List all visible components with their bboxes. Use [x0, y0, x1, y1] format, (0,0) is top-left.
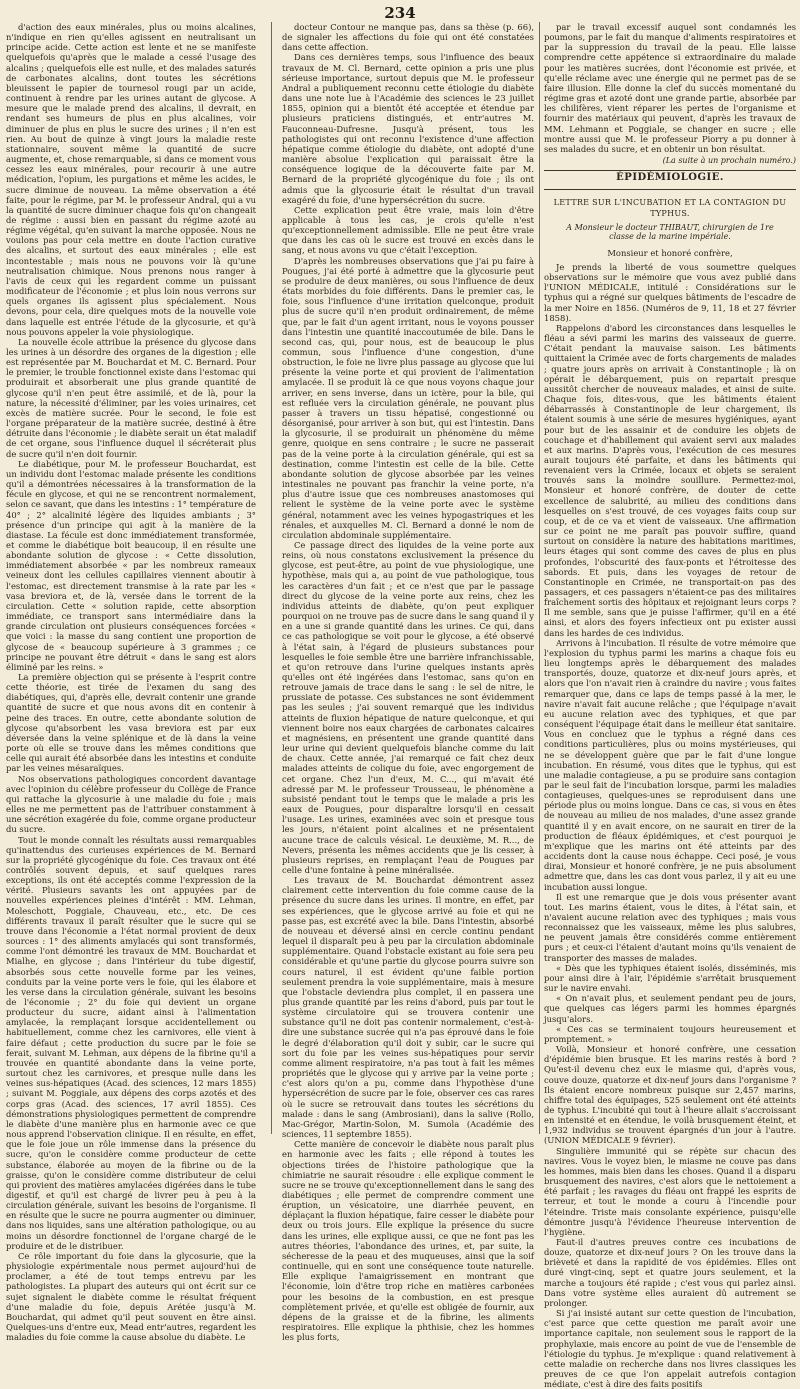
- paragraph: Ce passage direct des liquides de la veine porte aux reins, où nous constatons exclusivement la présence du glycose, est peut-être, au point de vue physiologique, une hypothèse, mais qui a, au point de vue pathologique, tous les caractères d'un fait ; et ce n'est que par le passage direct du glycose de la veine porte aux reins, chez les individus atteints de diabète, qu'on peut expliquer pourquoi on ne trouve pas de sucre dans le sang quand il y en a une si grande quantité dans les urines. Ce qui, dans ce cas pathologique se voit pour le glycose, a été observé à l'état sain, à l'égard de plusieurs substances pour lesquelles le foie semble être une barrière infranchissable, et qu'on retrouve dans l'urine quelques instants après qu'elles ont été ingérées dans l'estomac, sans qu'on en retrouve jamais de trace dans le sang : le sel de nitre, le prussiate de potasse. Ces substances ne sont évidemment pas les seules ; j'ai souvent remarqué que les individus atteints de fluxion hépatique de nature quelconque, et qui viennent boire nos eaux chargées de carbonates calcaires et magnésiens, en présentent une grande quantité dans leur urine qui devient quelquefois blanche comme du lait de chaux. Cette année, j'ai remarqué ce fait chez deux malades atteints de colique du foie, avec engorgement de cet organe. Chez l'un d'eux, M. C..., qui m'avait été adressé par M. le professeur Trousseau, le phénomène a subsisté pendant tout le temps que le malade a pris les eaux de Pougues, pour disparaître lorsqu'il en cessait l'usage. Les urines, examinées avec soin et presque tous les jours, n'étaient point alcalines et ne présentaient aucune trace de calculs vésical. Le deuxième, M. R..., de Nevers, présenta les mêmes accidents que je lis cesser, à plusieurs reprises, en remplaçant l'eau de Pougues par celle d'une fontaine à peine minéralisée.: [282, 539, 534, 875]
- paragraph: docteur Contour ne manque pas, dans sa thèse (p. 66), de signaler les affections du foie qui ont été constatées dans cette affection.: [282, 22, 534, 53]
- section-rule: [544, 189, 796, 190]
- paragraph: Si j'ai insisté autant sur cette question de l'incubation, c'est parce que cette question me paraît avoir une importance capitale, non seulement sous le rapport de la prophylaxie, mais encore au point de vue de l'ensemble de l'étiologie du typhus. Je m'explique : quand relativement à cette maladie on recherche dans nos livres classiques les preuves de ce que l'on appelait autrefois contagion médiate, c'est à dire des faits positifs: [544, 1308, 796, 1389]
- paragraph: Les travaux de M. Bouchardat démontrent assez clairement cette intervention du foie comme cause de la présence du sucre dans les urines. Il montre, en effet, par ses expériences, que le glycose arrivé au foie et qui ne passe pas, est excrété avec la bile. Dans l'intestin, absorbé de nouveau et déversé ainsi en cercle continu pendant lequel il disparaît peu à peu par la circulation abdominale supplémentaire. Quand l'obstacle existant au foie sera peu considérable et qu'une partie du glycose pourra suivre son cours naturel, il est évident qu'une faible portion seulement prendra la voie supplémentaire, mais à mesure que l'obstacle deviendra plus complet, il en passera une plus grande quantité par les reins d'abord, puis par tout le système circulatoire qui se trouvera contenir une substance qu'il ne doit pas contenir normalement, c'est-à-dire une substance sucrée qui n'a pas éprouvé dans le foie le degré d'élaboration qu'il doit y subir, car le sucre qui sort du foie par les veines sus-hépatiques pour servir comme aliment respiratoire, n'a pas tout à fait les mêmes propriétés que le glycose qui y arrive par la veine porte ; c'est alors qu'on a pu, comme dans l'hypothèse d'une hypersécrétion de sucre par le foie, observer ces cas rares où le sucre se retrouvait dans toutes les sécrétions du malade : dans le sang (Ambrosiani), dans la salive (Rollo, Mac-Grégor, Martin-Solon, M. Sumola (Académie des sciences, 11 septembre 1855).: [282, 875, 534, 1140]
- paragraph: Cette manière de concevoir le diabète nous paraît plus en harmonie avec les faits ; elle répond à toutes les objections tirées de l'histoire pathologique que la chimiatrie ne saurait résoudre : elle explique comment le sucre ne se trouve qu'exceptionnellement dans le sang des diabétiques ; elle permet de comprendre comment une éruption, un vésicatoire, une diarrhée peuvent, en déplaçant la fluxion hépatique, faire cesser le diabète pour deux ou trois jours. Elle explique la présence du sucre dans les urines, elle explique aussi, ce que ne font pas les autres théories, l'abondance des urines, et, par suite, la sécheresse de la peau et des muqueuses, ainsi que la soif continuelle, qui en sont une conséquence toute naturelle. Elle explique l'amaigrissement en montrant que l'économie, loin d'être trop riche en matières carbonées pour les besoins de la combustion, en est presque complètement privée, et qu'elle est obligée de fournir, aux dépens de la graisse et de la fibrine, les aliments respiratoires. Elle explique la phthisie, chez les hommes les plus forts,: [282, 1139, 534, 1343]
- article-title: LETTRE SUR L'INCUBATION ET LA CONTAGION DU TYPHUS.: [553, 198, 787, 218]
- paragraph: Arrivons à l'incubation. Il résulte de votre mémoire que l'explosion du typhus parmi les marins a chaque fois eu lieu longtemps après le débarquement des malades transportés, douze, quatorze et dix-neuf jours après, et alors que l'on n'avait rien à craindre du navire ; vous faites remarquer que, dans ce laps de temps passé à la mer, le navire n'avait fait aucune relâche ; que l'équipage n'avait eu aucune relation avec des typhiques, et que par conséquent l'équipage était dans le meilleur état sanitaire. Vous en concluez que le typhus a régné dans ces conditions particulières, plus ou moins mystérieuses, qui ne se développent guère que par le fait d'une longue incubation. En résumé, vous dites que le typhus, qui est une maladie contagieuse, a pu se produire sans contagion par le seul fait de l'incubation lorsque, parmi les maladies contagieuses, quelques-unes se reproduisent dans une période plus ou moins longue. Dans ce cas, si vous en êtes de nouveau au milieu de nos malades, d'une assez grande quantité il y en avait encore, on ne saurait en tirer de la production de fléaux épidémiques, et c'est pourquoi je m'explique que les marins ont été atteints par des accidents dont la cause nous échappe. Ceci posé, je vous dirai, Monsieur et honoré confrère, je ne puis absolument admettre que, dans les cas dont vous parlez, il y ait eu une incubation aussi longue.: [544, 637, 796, 892]
- paragraph: Nos observations pathologiques concordent davantage avec l'opinion du célèbre professeur du Collège de France qui rattache la glycosurie à une maladie du foie ; mais elles ne me permettent pas de l'attribuer constamment à une sécrétion exagérée du foie, comme organe producteur du sucre.: [6, 773, 256, 835]
- paragraph: Il est une remarque que je dois vous présenter avant tout. Les marins étaient, vous le dites, à l'état sain, et n'avaient aucune relation avec des typhiques ; mais vous reconnaissez que les vaisseaux, même les plus salubres, ne peuvent jamais être considérés comme entièrement purs ; et ceux-ci l'étaient d'autant moins qu'ils venaient de transporter des masses de malades.: [544, 891, 796, 963]
- paragraph: par le travail excessif auquel sont condamnés les poumons, par le fait du manque d'aliments respiratoires et par la suppression du travail de la peau. Elle laisse comprendre cette appétence si extraordinaire du malade pour les matières sucrées, dont l'économie est privée, et qu'elle réclame avec une énergie qui ne permet pas de se faire illusion. Elle donne la clef du succès momentané du régime gras et azoté dont une grande partie, absorbée par les chilifères, vient réparer les pertes de l'organisme et fournir des matériaux qui peuvent, d'après les travaux de MM. Lehmann et Poggiale, se changer en sucre ; elle montre aussi que M. le professeur Piorry a pu donner à ses malades du sucre, et en obtenir un bon résultat.: [544, 22, 796, 154]
- page-number: 234: [384, 4, 416, 22]
- paragraph: Voilà, Monsieur et honoré confrère, une cessation d'épidémie bien brusque. Et les marins restés à bord ? Qu'est-il devenu chez eux le miasme qui, d'après vous, couve douze, quatorze et dix-neuf jours dans l'organisme ? Ils étaient encore nombreux puisque sur 2,457 marins, chiffre total des équipages, 525 seulement ont été atteints de typhus. L'incubité qui tout à l'heure allait s'accroissant en intensité et en étendue, le voilà brusquement éteint, et 1,932 individus se trouvent épargnés d'un jour à l'autre. (UNION MÉDICALE 9 février).: [544, 1044, 796, 1146]
- column-left: [6, 22, 256, 1343]
- paragraph: « Dès que les typhiques étaient isolés, disséminés, mis pour ainsi dire à l'air, l'épidémie s'arrêtait brusquement sur le navire envahi.: [544, 962, 796, 994]
- paragraph: La première objection qui se présente à l'esprit contre cette théorie, est tirée de l'examen du sang des diabétiques, qui, d'après elle, devrait contenir une grande quantité de sucre et que nous avons dit en contenir à peine des traces. En outre, cette abondante solution de glycose qu'absorbent les vasa breviora est par eux déversée dans la veine splénique et de là dans la veine porte où elle se trouve dans les mêmes conditions que celle qui aurait été absorbée dans les intestins et conduite par les veines mésaraïques.: [6, 672, 256, 774]
- paragraph: Tout le monde connaît les résultats aussi remarquables qu'inattendus des curieuses expériences de M. Bernard sur la propriété glycogénique du foie. Ces travaux ont été contrôlés souvent depuis, et sauf quelques rares exceptions, ils ont été acceptés comme l'expression de la vérité. Plusieurs savants les ont appuyées par de nouvelles expériences pleines d'intérêt : MM. Lehman, Moleschott, Poggiale, Chauveau, etc., etc. De ces différents travaux il paraît résulter que le sucre qui se trouve dans l'économie a l'état normal provient de deux sources : 1° des aliments amylacés qui sont transformés, comme l'ont démontré les travaux de MM. Bouchardat et Mialhe, en glycose ; dans l'intérieur du tube digestif, absorbés sous cette nouvelle forme par les veines, conduits par la veine porte vers le foie, qui les élabore et les verse dans la circulation générale, suivant les besoins de l'économie ; 2° du foie qui devient un organe producteur du sucre, aidant ainsi à l'alimentation amylacée, la remplaçant lorsque accidentellement ou habituellement, comme chez les carnivores, elle vient à faire défaut ; cette production du sucre par le foie se ferait, suivant M. Lehman, aux dépens de la fibrine qu'il a trouvée en quantité abondante dans la veine porte, surtout chez les carnivores, et presque nulle dans les veines sus-hépatiques (Acad. des sciences, 12 mars 1855) ; suivant M. Poggiale, aux dépens des corps azotés et des corps gras (Acad. des sciences, 17 avril 1855). Ces démonstrations physiologiques permettent de comprendre le diabète d'une manière plus en harmonie avec ce que nous apprend l'observation clinique. Il en résulte, en effet, que le foie joue un rôle immense dans la présence du sucre, qu'on le considère comme producteur de cette substance, élaborée au moyen de la fibrine ou de la graisse, qu'on le considère comme distributeur de celui qui provient des matières amylacées digérées dans le tube digestif, et qu'il est chargé de livrer peu à peu à la circulation générale, suivant les besoins de l'organisme. Il en résulte que le sucre ne pourra augmenter ou diminuer, dans nos liquides, sans une altération pathologique, ou au moins un désordre fonctionnel de l'organe chargé de le produire et de le distribuer.: [6, 834, 256, 1251]
- section-title: ÉPIDÉMIOLOGIE.: [616, 172, 724, 184]
- column-right: [544, 22, 796, 1389]
- paragraph: Ce rôle important du foie dans la glycosurie, que la physiologie expérimentale nous permet aujourd'hui de proclamer, a été de tout temps entrevu par les pathologistes. La plupart des auteurs qui ont écrit sur ce sujet signalent le diabète comme le résultat fréquent d'une maladie du foie, depuis Arétée jusqu'à M. Bouchardat, qui admet qu'il peut souvent en être ainsi. Quelques-uns d'entre eux, Mead entr'autres, regardent les maladies du foie comme la cause absolue du diabète. Le: [6, 1250, 256, 1343]
- paragraph: D'après les nombreuses observations que j'ai pu faire à Pougues, j'ai été porté à admettre que la glycosurie peut se produire de deux manières, ou sous l'influence de deux états morbides du foie différents. Dans le premier cas, le foie, sous l'influence d'une irritation quelconque, produit plus de sucre qu'il n'en produit ordinairement, de même que, par le fait d'un agent irritant, nous le voyons pousser dans l'intestin une quantité inaccoutumée de bile. Dans le second cas, qui, pour nous, est de beaucoup le plus commun, sous l'influence d'une congestion, d'une obstruction, le foie ne livre plus passage au glycose que lui présente la veine porte et qui provient de l'alimentation amylacée. Il se produit là ce que nous voyons chaque jour arriver, en sens inverse, dans un ictère, pour la bile, qui est refluée vers la circulation générale, ne pouvant plus passer à travers un tissu hépatisé, congestionné ou désorganisé, pour arriver à son but, qui est l'intestin. Dans la glycosurie, il se produirait un phénomène du même genre, quoique en sens contraire ; le sucre ne passerait pas de la veine porte à la circulation générale, qui est sa destination, comme l'intestin est celle de la bile. Cette abondante solution de glycose absorbée par les veines intestinales ne pouvant pas franchir la veine porte, n'a plus d'autre issue que ces nombreuses anastomoses qui relient le système de la veine porte avec le système général, notamment avec les veines hypogastriques et les rénales, et auxquelles M. Cl. Bernard a donné le nom de circulation abdominale supplémentaire.: [282, 255, 534, 540]
- paragraph: Faut-il d'autres preuves contre ces incubations de douze, quatorze et dix-neuf jours ? On les trouve dans la brièveté et dans la rapidité de vos épidémies. Elles ont duré vingt-cinq, sept et quatre jours seulement, et la marche a toujours été rapide ; c'est vous qui parlez ainsi. Dans votre système elles auraient dû autrement se prolonger.: [544, 1237, 796, 1308]
- paragraph: La nouvelle école attribue la présence du glycose dans les urines à un désordre des organes de la digestion ; elle est représentée par M. Bouchardat et M. C. Bernard. Pour le premier, le trouble fonctionnel existe dans l'estomac qui produirait et absorberait une plus grande quantité de glycose qu'il n'en peut être assimilé, et de là, pour la nature, la nécessité d'éliminer, par les voies urinaires, cet excès de matière sucrée. Pour le second, le foie est l'organe préparateur de la matière sucrée, destiné à être détruite dans l'économie ; le diabète serait un état maladif de cet organe, sous l'influence duquel il sécréterait plus de sucre qu'il n'en doit fournir.: [6, 336, 256, 459]
- paragraph: d'action des eaux minérales, plus ou moins alcalines, n'indique en rien qu'elles agissent en neutralisant un principe acide. Cette action est lente et ne se manifeste quelquefois qu'après que le malade a cessé l'usage des alcalins ; quelquefois elle est nulle, et des malades saturés de carbonates alcalins, dont toutes les sécrétions bleuissent le papier de tournesol rougi par un acide, continuent à rendre par les urines autant de glycose. A mesure que le malade prend des alcalins, il devrait, en rendant ses humeurs de plus en plus alcalines, voir diminuer de plus en plus le sucre des urines ; il n'en est rien. Au bout de quinze à vingt jours la maladie reste stationnaire, souvent même la quantité de sucre augmente, et, chose remarquable, si dans ce moment vous cessez les eaux minérales, pour recourir à une autre médication, l'opium, les purgations et même les acides, le sucre diminue de nouveau. La même observation a été faite, pour le régime, par M. le professeur Andral, qui a vu la quantité de sucre diminuer chaque fois qu'on changeait de régime : aussi bien en passant du régime azoté au régime végétal, qu'en suivant la marche opposée. Nous ne voulons pas pour cela mettre en doute l'action curative des alcalins, et surtout des eaux minérales ; elle est incontestable ; mais nous ne pouvons voir là qu'une neutralisation chimique. Nous prenons nous ranger à l'avis de ceux qui les regardent comme un puissant modificateur de l'économie ; et plus loin nous verrons sur quels organes ils agissent plus spécialement. Nous devons, pour cela, dire quelques mots de la nouvelle voie dans laquelle est entrée l'étude de la glycosurie, et qu'à nous pouvons appeler la voie physiologique.: [6, 22, 256, 337]
- salutation: Monsieur et honoré confrère,: [607, 247, 733, 258]
- paragraph: Je prends la liberté de vous soumettre quelques observations sur le mémoire que vous avez publié dans l'UNION MÉDICALE, intitulé : Considérations sur le typhus qui a régné sur quelques bâtiments de l'escadre de la mer Noire en 1856. (Numéros de 9, 11, 18 et 27 février 1858).: [544, 262, 796, 323]
- column-middle: [282, 22, 534, 1343]
- article-dedication: A Monsieur le docteur THIBAUT, chirurgien de 1re classe de la marine impériale.: [566, 222, 774, 242]
- paragraph: Cette explication peut être vraie, mais loin d'être applicable à tous les cas, je crois qu'elle n'est qu'exceptionnellement admissible. Elle ne peut être vraie que dans les cas où le sucre est trouvé en excès dans le sang, et nous avons vu que c'était l'exception.: [282, 204, 534, 256]
- paragraph: « Ces cas se terminaient toujours heureusement et promptement. »: [544, 1023, 796, 1044]
- paragraph: Singulière immunité qui se répète sur chacun des navires. Vous le voyez bien, le miasme ne couve pas dans les hommes, mais bien dans les choses. Quand il a disparu brusquement des navires, c'est alors que le nettoiement a été parfait ; les ravages du fléau ont frappé les esprits de terreur, et tout le monde a couru à l'incendie pour l'éteindre. Triste mais consolante expérience, puisqu'elle démontre jusqu'à l'évidence l'heureuse intervention de l'hygiène.: [544, 1145, 796, 1237]
- column-divider: [539, 22, 540, 1134]
- paragraph: « On n'avait plus, et seulement pendant peu de jours, que quelques cas légers parmi les hommes épargnés jusqu'alors.: [544, 993, 796, 1024]
- paragraph: Rappelons d'abord les circonstances dans lesquelles le fléau a sévi parmi les marins des vaisseaux de guerre. C'était pendant la mauvaise saison. Les bâtiments quittaient la Crimée avec de forts chargements de malades ; quatre jours après on arrivait à Constantinople ; là on opérait le débarquement, puis on repartait presque aussitôt chercher de nouveaux malades, et ainsi de suite. Chaque fois, dites-vous, que les bâtiments étaient débarrassés à Constantinople de leur chargement, ils étaient soumis à une série de mesures hygiéniques, ayant pour but de les assainir et de conduire les objets de couchage et d'habillement qui avaient servi aux malades et aux marins. D'après vous, l'exécution de ces mesures aurait toujours été parfaite, et dans les bâtiments qui revenaient vers la Crimée, locaux et objets se seraient trouvés sans la moindre souillure. Permettez-moi, Monsieur et honoré confrère, de douter de cette excellence de salubrité, au milieu des conditions dans lesquelles on s'est trouvé, de ces voyages faits coup sur coup, et de ce va et vient de vaisseaux. Une affirmation sur ce point ne me paraît pas pouvoir suffire, quand surtout on considère la nature des habitations maritimes, leurs étages qui sont comme des caves de plus en plus profondes, l'obscurité des faux-ponts et l'étroitesse des sabords. Et puis, dans les voyages de retour de Constantinople en Crimée, ne transportait-on pas des passagers, et ces passagers n'étaient-ce pas des militaires fraîchement sortis des hôpitaux et rejoignant leurs corps ? Il me semble, sans que je puisse l'affirmer, qu'il en a été ainsi, et alors des foyers infectieux ont pu exister aussi dans les hardes de ces individus.: [544, 322, 796, 638]
- paragraph: Dans ces dernières temps, sous l'influence des beaux travaux de M. Cl. Bernard, cette opinion a pris une plus sérieuse importance, surtout depuis que M. le professeur Andral a publiquement reconnu cette étiologie du diabète dans une note lue à l'Académie des sciences le 23 juillet 1855, opinion qui a bientôt été acceptée et étendue par plusieurs praticiens distingués, et entr'autres M. Fauconneau-Dufresne. Jusqu'à présent, tous les pathologistes qui ont reconnu l'existence d'une affection hépatique comme étiologie du diabète, ont adopté d'une manière absolue l'explication qui paraissait être la conséquence logique de la découverte faite par M. Bernard de la propriété glycogénique du foie ; ils ont admis que la glycosurie était le résultat d'un travail exagéré du foie, d'une hypersécrétion du sucre.: [282, 52, 534, 205]
- continuation-note: (La suite à un prochain numéro.): [662, 156, 796, 166]
- paragraph: Le diabétique, pour M. le professeur Bouchardat, est un individu dont l'estomac malade présente les conditions qu'il a démontrées nécessaires à la transformation de la fécule en glycose, et qui ne se rencontrent normalement, selon ce savant, que dans les intestins : 1° température de 40° ; 2° alcalinité légère des liquides ambiants ; 3° présence d'un principe qui agit à la manière de la diastase. La fécule est donc immédiatement transformée, et comme le diabétique boit beaucoup, il en résulte une abondante solution de glycose : « Cette dissolution, immédiatement absorbée « par les nombreux rameaux veineux dont les cellules capillaires viennent aboutir à l'estomac, est directement transmise à la rate par les « vasa breviora et, de là, versée dans le torrent de la circulation. Cette « solution rapide, cette absorption immédiate, ce transport sans intermédiaire dans la grande circulation ont plusieurs conséquences forcées « que voici : la masse du sang contient une proportion de glycose de « beaucoup supérieure à 3 grammes ; ce principe ne pouvant être détruit « dans le sang est alors éliminé par les reins. »: [6, 458, 256, 672]
- column-divider: [271, 22, 272, 1134]
